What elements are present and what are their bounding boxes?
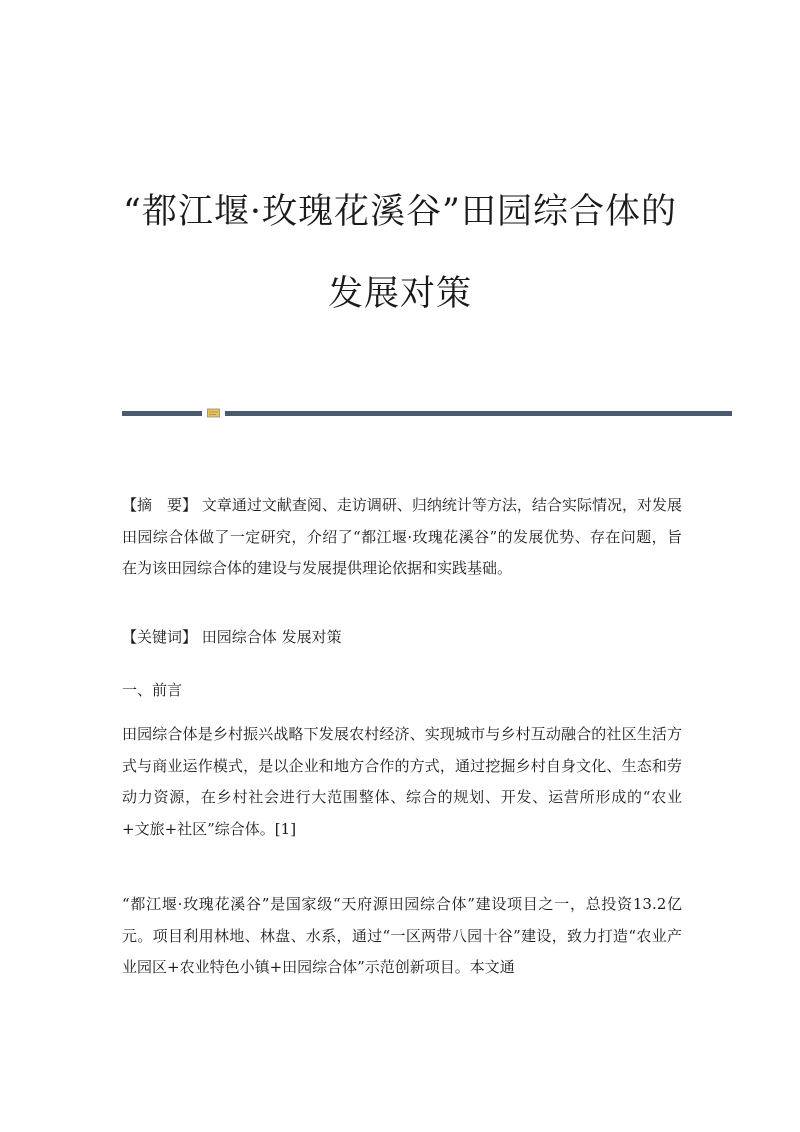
keywords-label: 【关键词】 (122, 628, 198, 646)
section-heading-preface: 一、前言 (122, 681, 183, 699)
title-line-2: 发展对策 (327, 274, 472, 314)
title-line-1: “都江堰·玫瑰花溪谷”田园综合体的 (123, 192, 677, 232)
body-paragraph-2: “都江堰·玫瑰花溪谷”是国家级“天府源田园综合体”建设项目之一，总投资13.2亿元。项目利用林地、林盘、水系，通过“一区两带八园十谷”建设，致力打造“农业产业园区+农业特色小镇+田园综合体”示范创新项目。本文通 (122, 895, 682, 976)
divider-bar-left (122, 411, 202, 416)
keywords (122, 622, 682, 654)
abstract-label: 【摘 要】 (122, 496, 198, 514)
abstract-text: 文章通过文献查阅、走访调研、归纳统计等方法，结合实际情况，对发展田园综合体做了一定研究，介绍了“都江堰·玫瑰花溪谷”的发展优势、存在问题，旨在为该田园综合体的建设与发展提供理论依据和实践基础。 (122, 496, 682, 577)
pencil-ornament-icon (207, 408, 220, 418)
divider-bar-right (225, 411, 732, 416)
body-paragraph-1: 田园综合体是乡村振兴战略下发展农村经济、实现城市与乡村互动融合的社区生活方式与商业运作模式，是以企业和地方合作的方式，通过挖掘乡村自身文化、生态和劳动力资源，在乡村社会进行大范围整体、综合的规划、开发、运营所形成的“农业+文旅+社区”综合体。[1] (122, 725, 682, 838)
abstract (122, 490, 682, 585)
title-divider (122, 408, 732, 418)
keywords-text: 田园综合体 发展对策 (201, 628, 342, 646)
